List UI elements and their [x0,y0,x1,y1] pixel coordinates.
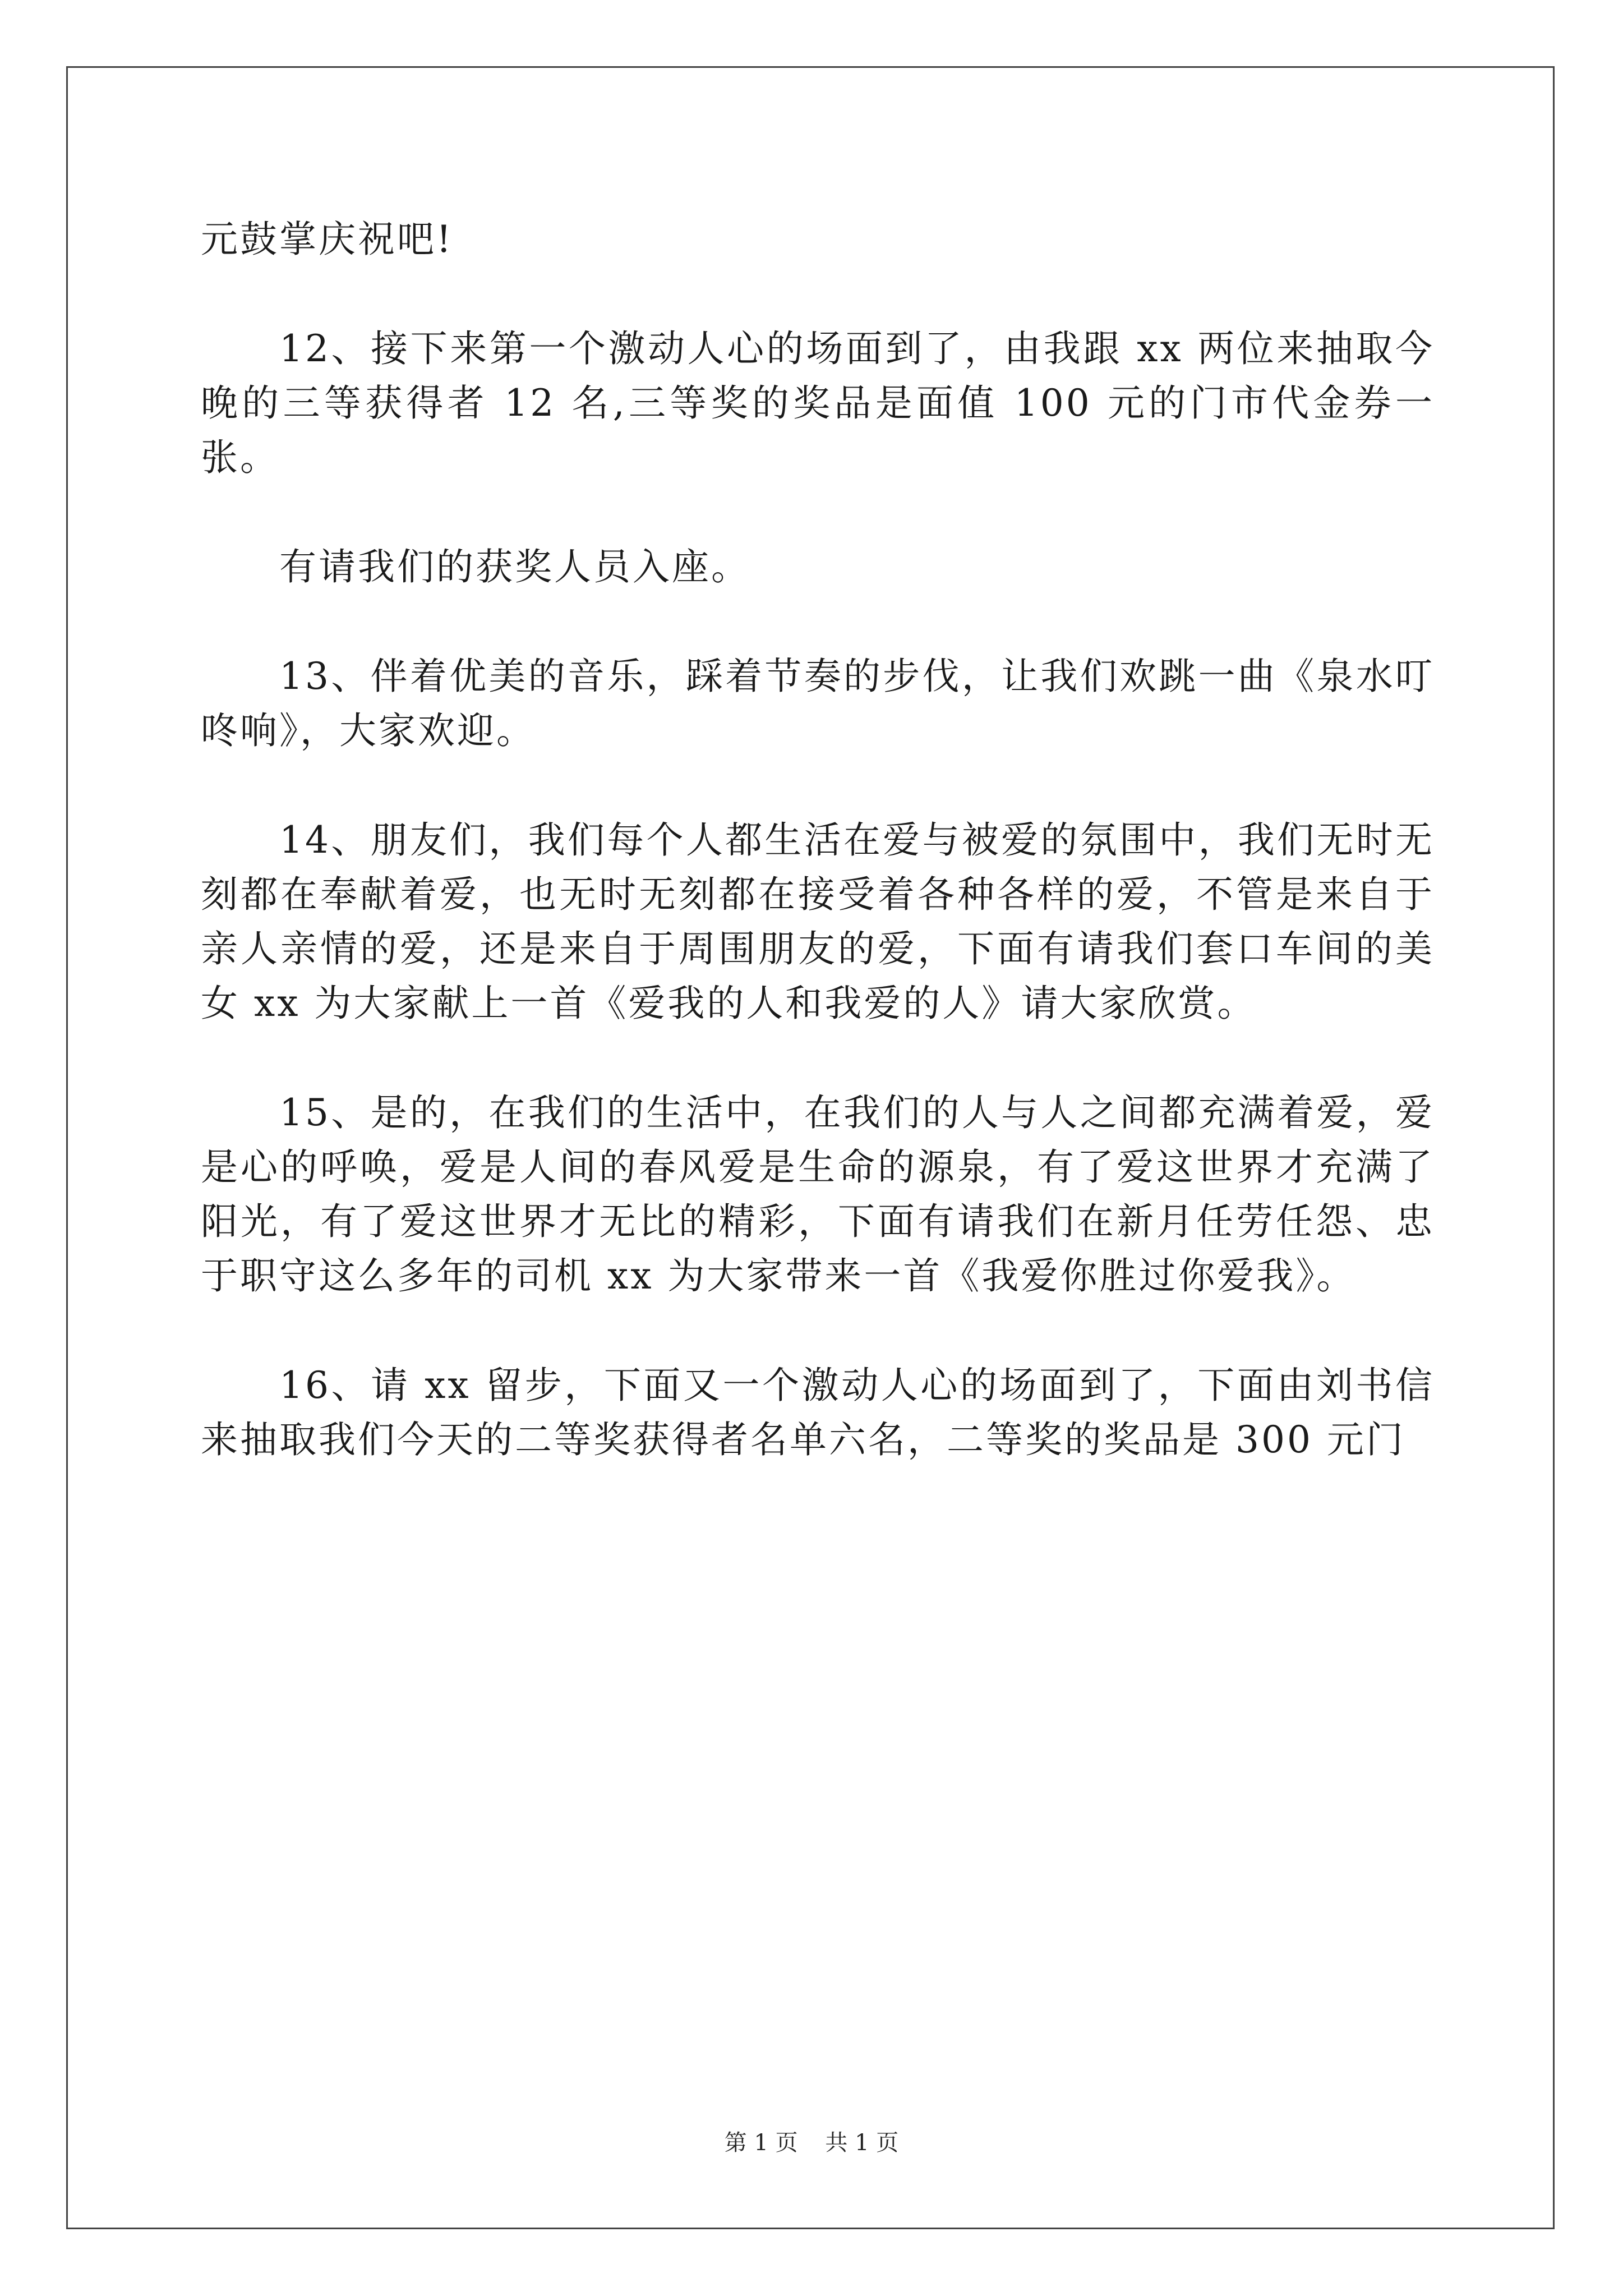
paragraph-item-15: 15、是的，在我们的生活中，在我们的人与人之间都充满着爱，爱是心的呼唤，爱是人间的春风爱是生命的源泉，有了爱这世界才充满了阳光，有了爱这世界才无比的精彩，下面有请我们在新月任劳任怨、忠于职守这么多年的司机 xx 为大家带来一首《我爱你胜过你爱我》。 [201,1091,1435,1297]
page-number: 第 1 页 [724,2130,798,2156]
paragraph-item-12: 12、接下来第一个激动人心的场面到了，由我跟 xx 两位来抽取今晚的三等获得者 12 名,三等奖的奖品是面值 100 元的门市代金券一张。 [201,327,1435,479]
page-total: 共 1 页 [825,2130,899,2156]
paragraph-item-13: 13、伴着优美的音乐，踩着节奏的步伐，让我们欢跳一曲《泉水叮咚响》，大家欢迎。 [201,655,1435,752]
paragraph-continuation: 元鼓掌庆祝吧! [201,218,454,261]
paragraph-invite-winners: 有请我们的获奖人员入座。 [279,545,750,588]
document-body [201,212,1435,1522]
paragraph-item-14: 14、朋友们，我们每个人都生活在爱与被爱的氛围中，我们无时无刻都在奉献着爱，也无时无刻都在接受着各种各样的爱，不管是来自于亲人亲情的爱，还是来自于周围朋友的爱，下面有请我们套口车间的美女 xx 为大家献上一首《爱我的人和我爱的人》请大家欣赏。 [201,818,1435,1025]
paragraph-item-16: 16、请 xx 留步，下面又一个激动人心的场面到了，下面由刘书信来抽取我们今天的二等奖获得者名单六名，二等奖的奖品是 300 元门 [201,1364,1435,1461]
page-footer [0,2129,1623,2157]
